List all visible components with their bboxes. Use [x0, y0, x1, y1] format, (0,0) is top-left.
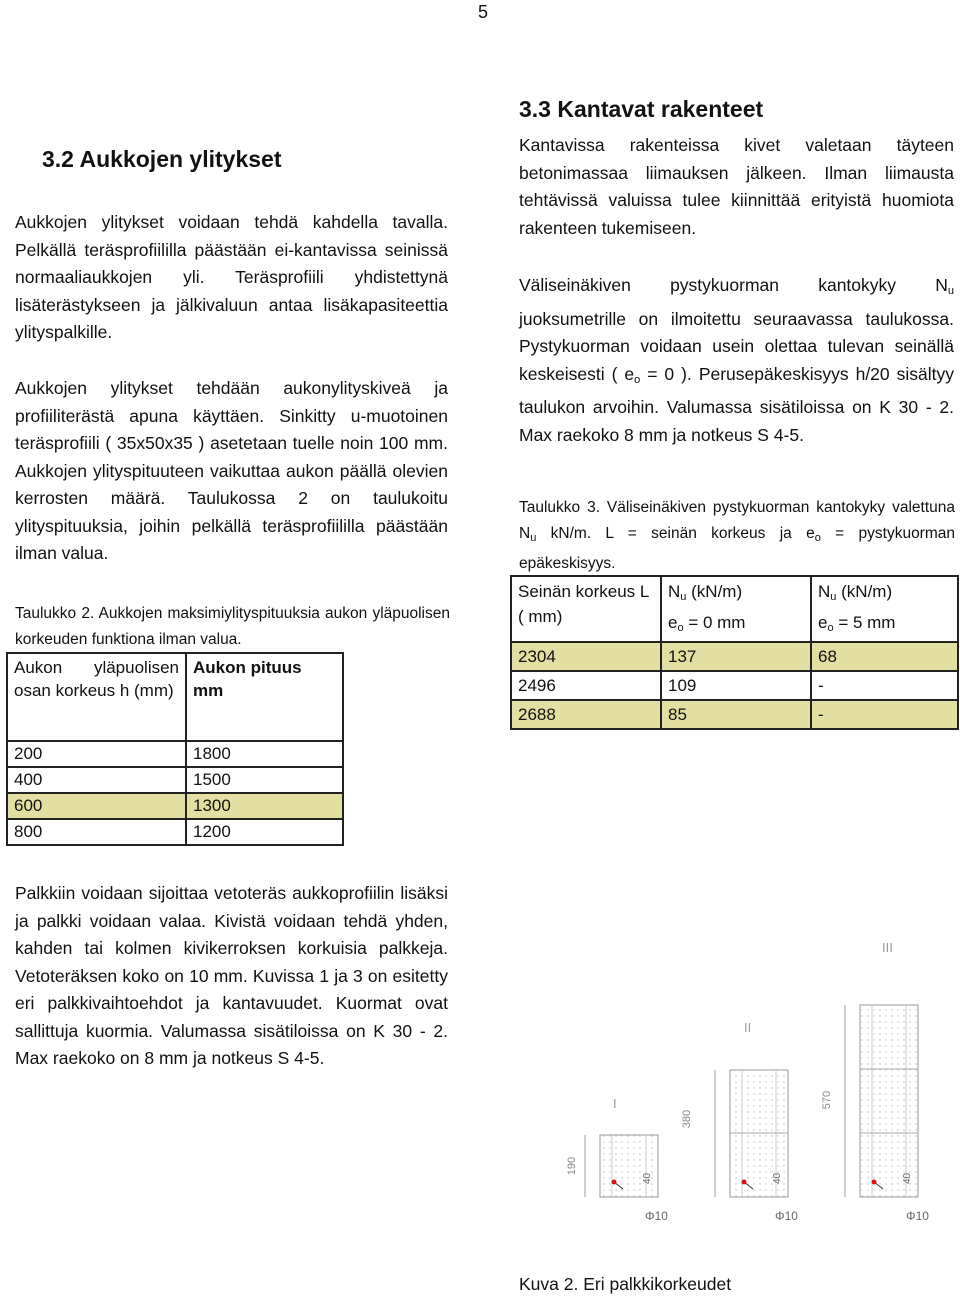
table-row — [511, 671, 958, 700]
paragraph-beams: Palkkiin voidaan sijoittaa vetoteräs aukkoprofiilin lisäksi ja palkki voidaan valaa. Kivistä voidaan tehdä yhden, kahden tai kolmen kivikerroksen korkuisia palkkeja. Vetoteräksen koko on 10 mm. Kuvissa 1 ja 3 on esitetty eri palkkivaihtoehdot ja kantavuudet. Kuormat ovat sallittuja kuormia. Valumassa sisätiloissa on K 30 - 2. Max raekoko on 8 mm ja notkeus S 4-5. — [15, 883, 448, 1068]
table-cell: - — [811, 671, 958, 700]
table-row — [7, 741, 343, 767]
table3-header-e0: $N_u$ (kN/m) $e_o = 0$ mm — [661, 576, 811, 642]
table3-header-height: Seinän korkeus L ( mm) — [511, 576, 661, 642]
table-cell: 2688 — [511, 700, 661, 729]
table-cell: 2304 — [511, 642, 661, 671]
table-header-row — [511, 576, 958, 642]
table-row — [511, 700, 958, 729]
table-row — [7, 819, 343, 845]
table-cell: 1200 — [186, 819, 343, 845]
table-header-row — [7, 653, 343, 741]
beam-heights-figure — [530, 930, 960, 1230]
table-row — [511, 642, 958, 671]
table2-header-length: Aukon pituus mm — [186, 653, 343, 741]
table-cell: 600 — [7, 793, 186, 819]
rebar-label-two: Φ10 — [775, 1209, 798, 1223]
dim-label-380: 380 — [681, 1109, 693, 1129]
table-cell: 137 — [661, 642, 811, 671]
table-cell: 200 — [7, 741, 186, 767]
rebar-label-one: Φ10 — [645, 1209, 668, 1223]
dim-label-40-three: 40 — [902, 1172, 913, 1184]
rebar-label-three: Φ10 — [906, 1209, 929, 1223]
figure-caption: Kuva 2. Eri palkkikorkeudet — [519, 1274, 732, 1294]
table-cell: 800 — [7, 819, 186, 845]
dim-label-40-one: 40 — [642, 1172, 653, 1184]
table-cell: 1800 — [186, 741, 343, 767]
beam-label-three: III — [882, 940, 893, 955]
beam-two — [681, 1020, 798, 1223]
table2-header-height: Aukon yläpuolisen osan korkeus h (mm) — [7, 653, 186, 741]
beam-three — [821, 940, 929, 1223]
table-row — [7, 767, 343, 793]
paragraph-capacity: Väliseinäkiven pystykuorman kantokyky $N_u$ juoksumetrille on ilmoitettu seuraavassa taulukossa. Pystykuorman voidaan usein olettaa tulevan seinällä keskeisesti ( $e_o = 0$ ). Perusepäkeskisyys h/20 sisältyy taulukon arvoihin. Valumassa sisätiloissa on K 30 - 2. Max raekoko 8 mm ja notkeus S 4-5. — [519, 275, 955, 445]
table-cell: 1300 — [186, 793, 343, 819]
table2-caption: Taulukko 2. Aukkojen maksimiylityspituuksia aukon yläpuolisen korkeuden funktiona ilman valua. — [15, 605, 450, 648]
table-cell: 1500 — [186, 767, 343, 793]
section-heading-load-bearing: 3.3 Kantavat rakenteet — [519, 96, 764, 122]
table-row — [7, 793, 343, 819]
dim-label-190: 190 — [566, 1156, 578, 1176]
table-cell: 109 — [661, 671, 811, 700]
beam-label-two: II — [744, 1020, 752, 1035]
table-cell: 85 — [661, 700, 811, 729]
table-cell: 400 — [7, 767, 186, 793]
beam-one — [566, 1096, 668, 1223]
dim-label-40-two: 40 — [772, 1172, 783, 1184]
page-number: 5 — [478, 2, 489, 22]
table-cell: - — [811, 700, 958, 729]
table3-caption: Taulukko 3. Väliseinäkiven pystykuorman kantokyky valettuna $N_u$ kN/m. L = seinän korkeus ja $e_o$ = pystykuorman epäkeskisyys. — [519, 499, 956, 572]
table-cell: 2496 — [511, 671, 661, 700]
table3-header-e5: $N_u$ (kN/m) $e_o = 5$ mm — [811, 576, 958, 642]
dim-label-570: 570 — [821, 1090, 833, 1110]
beam-label-one: I — [613, 1096, 617, 1111]
paragraph-openings-intro: Aukkojen ylitykset voidaan tehdä kahdella tavalla. Pelkällä teräsprofiililla päästään ei-kantavissa seinissä normaaliaukkojen yli. Teräsprofiili yhdistettynä lisäterästykseen ja jälkivaluun antaa lisäkapasiteettia ylityspalkille. — [15, 212, 448, 342]
paragraph-openings-method: Aukkojen ylitykset tehdään aukonylityskiveä ja profiiliterästä apuna käyttäen. Sinkitty u-muotoinen teräsprofiili ( 35x50x35 ) asetetaan tuelle noin 100 mm. Aukkojen ylityspituuteen vaikuttaa aukon päällä olevien kerrosten määrä. Taulukossa 2 on taulukoitu ylityspituuksia, joihin pelkällä teräsprofiililla päästään ilman valua. — [15, 378, 448, 563]
table-3 — [510, 575, 959, 730]
table-2 — [6, 652, 344, 846]
paragraph-load-bearing: Kantavissa rakenteissa kivet valetaan täyteen betonimassaa liimauksen jälkeen. Ilman liimausta tehtävissä valuissa tulee kiinnittää erityistä huomiota rakenteen tukemiseen. — [519, 135, 954, 238]
section-heading-openings: 3.2 Aukkojen ylitykset — [42, 146, 282, 172]
table-cell: 68 — [811, 642, 958, 671]
